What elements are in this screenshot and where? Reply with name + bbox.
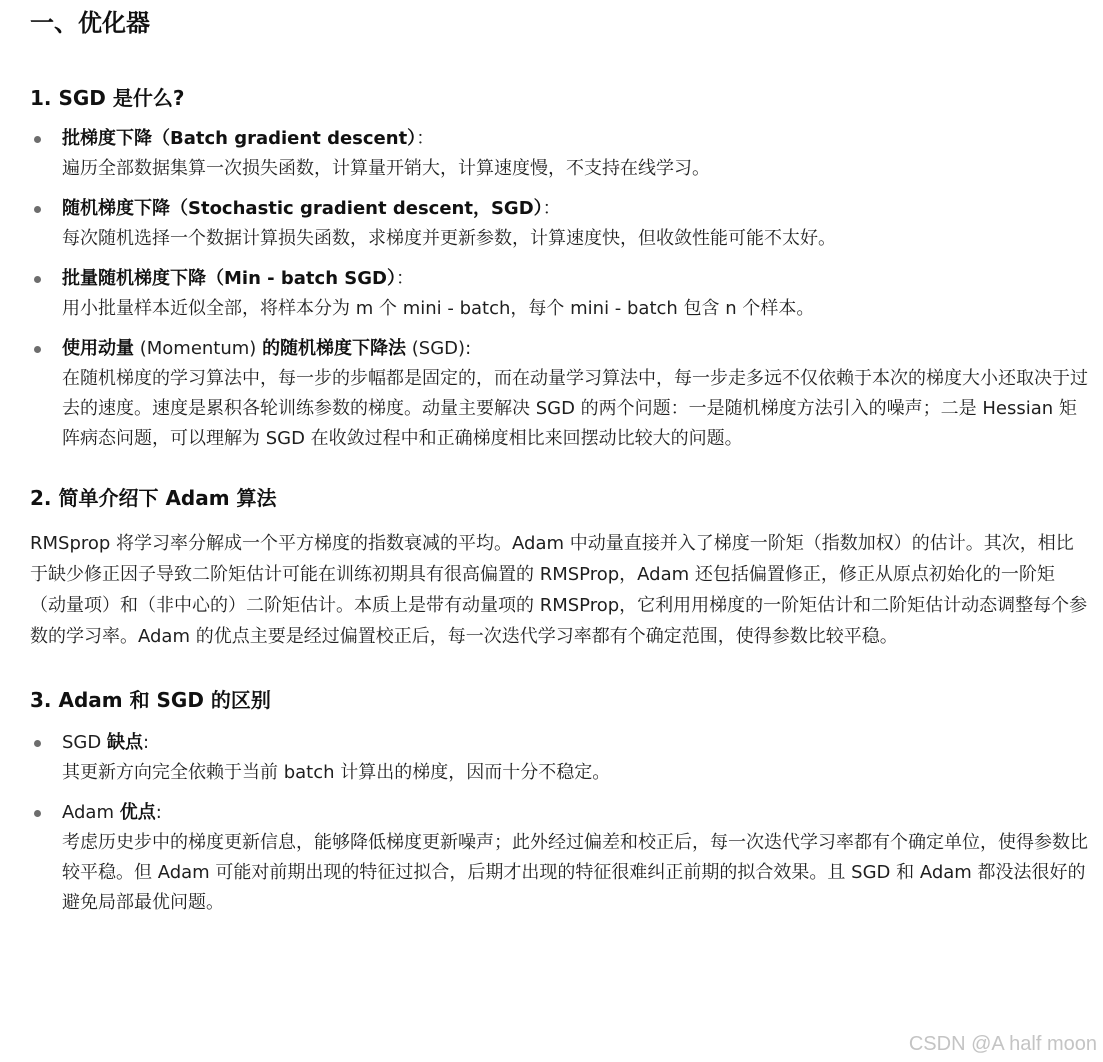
item-normal-text: Adam xyxy=(62,802,120,823)
bullet-icon xyxy=(34,346,41,353)
item-normal-text: (Momentum) xyxy=(134,338,263,359)
item-normal-text: : xyxy=(155,802,162,823)
item-description: 考虑历史步中的梯度更新信息，能够降低梯度更新噪声；此外经过偏差和校正后，每一次迭代学习率都有个确定单位，使得参数比较平稳。但 Adam 可能对前期出现的特征过拟合，后期才出现的特征很难纠正前期的拟合效果。且 SGD 和 Adam 都没法很好的避免局部最优问题。 xyxy=(62,832,1088,913)
item-heading xyxy=(62,128,434,149)
list-item xyxy=(30,194,1090,254)
bullet-icon xyxy=(34,206,41,213)
item-description: 遍历全部数据集算一次损失函数，计算量开销大，计算速度慢，不支持在线学习。 xyxy=(62,158,710,179)
bullet-icon xyxy=(34,136,41,143)
item-normal-text: : xyxy=(142,732,150,753)
bullet-icon xyxy=(34,740,41,747)
section1-title: 1. SGD 是什么? xyxy=(30,86,185,110)
item-bold-label: 缺点 xyxy=(106,732,143,753)
item-description: 在随机梯度的学习算法中，每一步的步幅都是固定的，而在动量学习算法中，每一步走多远不仅依赖于本次的梯度大小还取决于过去的速度。速度是累积各轮训练参数的梯度。动量主要解决 SGD 的两个问题：一是随机梯度方法引入的噪声；二是 Hessian 矩阵病态问题，可以理解为 SGD 在收敛过程中和正确梯度相比来回摆动比较大的问题。 xyxy=(62,368,1088,449)
item-bold-label: 的随机梯度下降法 xyxy=(262,338,407,359)
section3-title: 3. Adam 和 SGD 的区别 xyxy=(30,688,271,712)
list-item xyxy=(30,798,1090,918)
item-normal-text: SGD xyxy=(62,732,107,753)
watermark: CSDN @A half moon xyxy=(908,1033,1097,1055)
item-normal-text: (SGD): xyxy=(406,338,472,359)
section2-title: 2. 简单介绍下 Adam 算法 xyxy=(30,486,277,510)
item-heading xyxy=(62,732,149,753)
item-heading xyxy=(62,268,414,289)
item-heading xyxy=(62,198,561,219)
list-item xyxy=(30,334,1090,454)
item-bold-label: 随机梯度下降（Stochastic gradient descent，SGD） xyxy=(62,198,543,219)
item-punct: ： xyxy=(416,128,435,149)
list-item xyxy=(30,728,1090,788)
item-bold-label: 批梯度下降（Batch gradient descent） xyxy=(62,128,417,149)
item-description: 用小批量样本近似全部，将样本分为 m 个 mini - batch，每个 mini - batch 包含 n 个样本。 xyxy=(62,298,815,319)
item-heading xyxy=(62,802,162,823)
list-item xyxy=(30,124,1090,184)
section1-list xyxy=(30,124,1090,454)
item-description: 其更新方向完全依赖于当前 batch 计算出的梯度，因而十分不稳定。 xyxy=(62,762,611,783)
item-heading xyxy=(62,338,471,359)
item-description: 每次随机选择一个数据计算损失函数，求梯度并更新参数，计算速度快，但收敛性能可能不太好。 xyxy=(62,228,836,249)
item-punct: ： xyxy=(542,198,561,219)
section2-paragraph: RMSprop 将学习率分解成一个平方梯度的指数衰减的平均。Adam 中动量直接并入了梯度一阶矩（指数加权）的估计。其次，相比于缺少修正因子导致二阶矩估计可能在训练初期具有很高偏置的 RMSProp，Adam 还包括偏置修正，修正从原点初始化的一阶矩（动量项）和（非中心的）二阶矩估计。本质上是带有动量项的 RMSProp，它利用用梯度的一阶矩估计和二阶矩估计动态调整每个参数的学习率。Adam 的优点主要是经过偏置校正后，每一次迭代学习率都有个确定范围，使得参数比较平稳。 xyxy=(30,533,1088,647)
item-bold-label: 使用动量 xyxy=(62,338,134,359)
main-title: 一、优化器 xyxy=(30,9,150,37)
bullet-icon xyxy=(34,810,41,817)
bullet-icon xyxy=(34,276,41,283)
item-bold-label: 优点 xyxy=(119,802,156,823)
section3-list xyxy=(30,728,1090,918)
item-bold-label: 批量随机梯度下降（Min - batch SGD） xyxy=(62,268,396,289)
article xyxy=(30,0,1090,928)
list-item xyxy=(30,264,1090,324)
item-punct: ： xyxy=(395,268,414,289)
